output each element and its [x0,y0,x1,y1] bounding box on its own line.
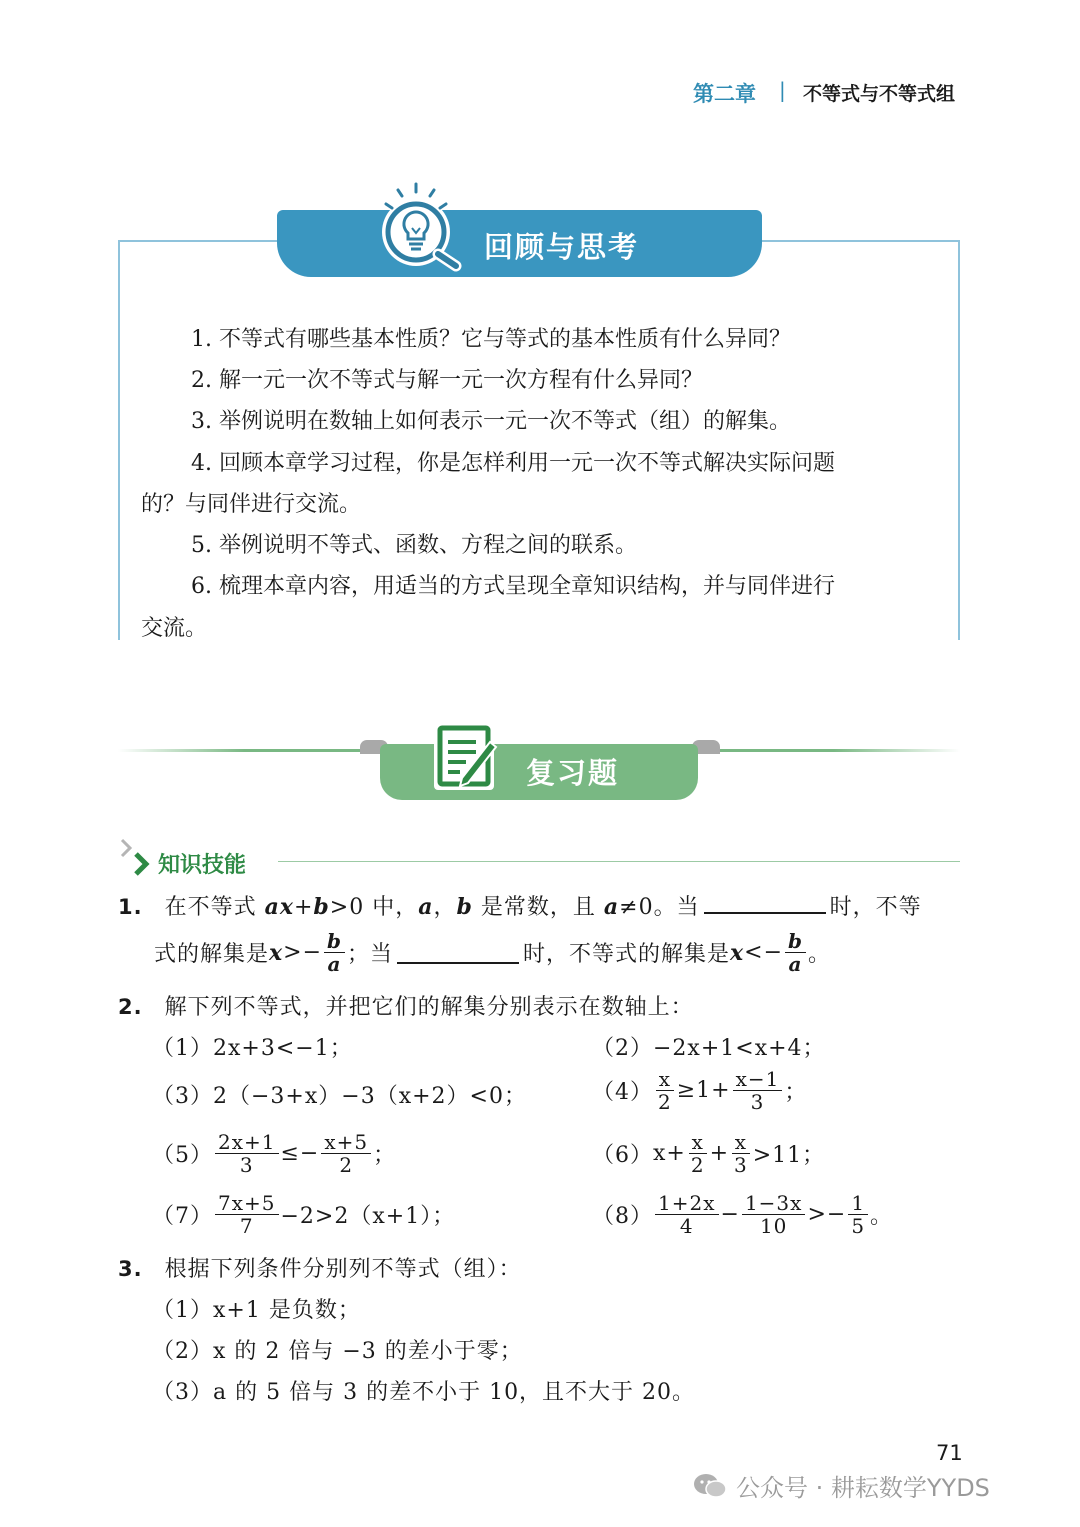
fraction [733,1068,783,1113]
review-item-6: 6. 梳理本章内容，用适当的方式呈现全章知识结构，并与同伴进行 [191,574,835,599]
fraction-numerator: x+5 [321,1131,371,1154]
fraction-numerator: b [785,930,806,953]
q1-math: b [313,894,330,920]
review-item-4: 4. 回顾本章学习过程，你是怎样利用一元一次不等式解决实际问题 [191,451,835,476]
part-label: （7） [152,1204,213,1229]
q1-math: x [730,939,745,966]
answer-blank[interactable] [397,942,519,964]
part-label: （8） [592,1204,653,1229]
fraction-numerator: x [732,1131,750,1154]
review-item-1: 1. 不等式有哪些基本性质？它与等式的基本性质有什么异同？ [191,327,791,352]
q3-part-2: （2）x 的 2 倍与 −3 的差小于零； [152,1339,523,1364]
fraction-denominator: 5 [851,1214,866,1238]
review-item-2: 2. 解一元一次不等式与解一元一次方程有什么异同？ [191,368,703,393]
fraction [324,930,345,975]
fraction-numerator: x [689,1131,707,1154]
fraction [742,1192,806,1237]
q1-math: a [603,894,620,920]
q2-part-1: （1）2x+3<−1； [152,1036,353,1061]
review-title: 回顾与思考 [484,230,640,264]
watermark [692,1468,990,1503]
fraction-denominator: 7 [239,1214,254,1238]
fraction-denominator: a [788,952,803,976]
q1-text: >0 中， [329,895,419,920]
fraction-numerator: b [324,930,345,953]
notepad-pencil-icon [432,720,502,794]
fraction-numerator: 7x+5 [215,1192,279,1215]
chapter-title: 不等式与不等式组 [803,83,956,105]
fraction-numerator: 2x+1 [215,1131,279,1154]
fraction-denominator: 3 [750,1090,765,1114]
q2-part-6 [592,1131,825,1176]
fraction-numerator: x−1 [733,1068,783,1091]
review-item-4-cont: 的？与同伴进行交流。 [141,492,362,517]
part-label: （4） [592,1080,653,1105]
fraction-numerator: 1 [848,1192,868,1215]
fraction-numerator: 1+2x [655,1192,719,1215]
question-number: 3. [118,1257,143,1281]
math-text: ； [784,1080,808,1105]
review-item-6-cont: 交流。 [141,616,208,641]
math-text: ≥1+ [676,1078,731,1103]
q1-text: ；当 [347,942,394,967]
q1-math: b [456,894,473,920]
fraction-denominator: 3 [239,1153,254,1177]
q1-text: 时，不等 [829,895,922,920]
math-text: >11； [752,1143,826,1168]
wechat-icon [692,1472,728,1500]
q1-text: <− [744,940,784,965]
page-number: 71 [936,1441,963,1465]
question-1-line-1 [118,890,922,921]
math-text: ≤− [280,1141,320,1166]
q1-text: 。 [808,942,832,967]
q3-part-3: （3）a 的 5 倍与 3 的差不小于 10，且不大于 20。 [152,1380,696,1405]
math-text: x+ [653,1141,686,1166]
fraction-denominator: 10 [759,1214,788,1238]
question-text: 解下列不等式，并把它们的解集分别表示在数轴上： [164,995,694,1020]
q1-text: >− [283,940,323,965]
answer-blank[interactable] [704,892,826,914]
fraction-numerator: 1−3x [742,1192,806,1215]
part-label: （5） [152,1143,213,1168]
q2-part-2: （2）−2x+1<x+4； [592,1036,826,1061]
fraction [785,930,806,975]
fraction-denominator: 2 [339,1153,354,1177]
fraction-denominator: a [327,952,342,976]
q2-part-4 [592,1068,807,1113]
lightbulb-magnifier-icon [376,178,464,274]
fraction-denominator: 3 [734,1153,748,1177]
fraction [688,1131,708,1176]
question-2 [118,990,694,1021]
question-number: 2. [118,995,143,1019]
q1-text: 时，不等式的解集是 [523,942,731,967]
part-label: （6） [592,1143,653,1168]
fraction [848,1192,868,1237]
q1-math: ax [264,894,294,920]
q2-part-5 [152,1131,396,1176]
section-label: 知识技能 [158,853,247,878]
q1-text: 式的解集是 [154,942,270,967]
q2-part-3: （3）2（−3+x）−3（x+2）<0； [152,1084,527,1109]
chapter-label: 第二章 [693,82,756,106]
fraction [655,1068,675,1113]
watermark-text: 公众号 · 耕耘数学YYDS [736,1474,990,1502]
fraction-denominator: 2 [658,1090,672,1114]
math-text: − [720,1202,740,1227]
q2-part-7 [152,1192,455,1237]
fraction [731,1131,751,1176]
fraction [321,1131,371,1176]
exercises-title: 复习题 [526,756,620,790]
q3-part-1: （1）x+1 是负数； [152,1298,361,1323]
math-text: ； [373,1143,397,1168]
fraction-numerator: x [656,1068,674,1091]
q1-text: 在不等式 [164,895,265,920]
question-1-line-2 [154,930,831,975]
chevron-right-icon [118,836,154,876]
q1-text: ≠0。当 [619,895,700,920]
section-rule [278,861,960,862]
math-text: + [709,1141,730,1166]
fraction-denominator: 2 [690,1153,705,1177]
review-item-5: 5. 举例说明不等式、函数、方程之间的联系。 [191,533,637,558]
q2-part-8 [592,1192,893,1237]
q1-math: a [418,894,434,920]
review-item-3: 3. 举例说明在数轴上如何表示一元一次不等式（组）的解集。 [191,409,791,434]
math-text: 。 [870,1204,894,1229]
fraction [215,1131,279,1176]
q1-text: + [293,895,314,920]
fraction [215,1192,279,1237]
question-3 [118,1252,522,1283]
fraction-denominator: 4 [679,1214,694,1238]
header-separator: | [779,78,786,102]
q1-text: 是常数，且 [472,895,604,920]
question-number: 1. [118,895,143,919]
question-text: 根据下列条件分别列不等式（组）： [164,1257,522,1282]
fraction [655,1192,719,1237]
math-text: −2>2（x+1）； [280,1204,456,1229]
q1-math: x [269,939,284,966]
math-text: >− [807,1202,847,1227]
q1-text: ， [433,895,457,920]
